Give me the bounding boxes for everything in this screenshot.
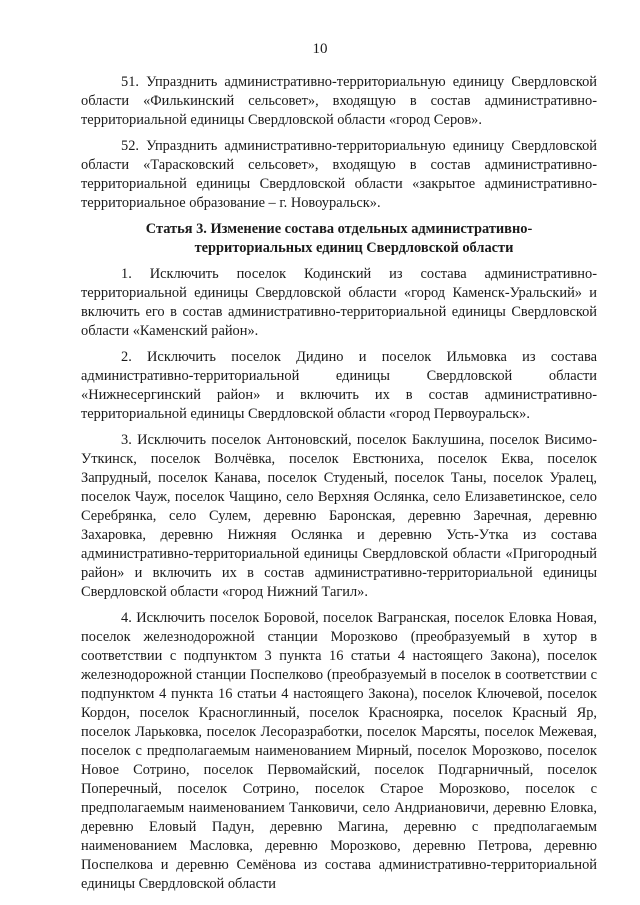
article-heading-line-1: Статья 3. Изменение состава отдельных административно-	[145, 221, 533, 237]
paragraph-52: 52. Упразднить административно-территориальную единицу Свердловской области «Тарасковский сельсовет», входящую в состав административно-территориальной единицы Свердловской области «закрытое административно-территориальное образование – г. Новоуральск».	[81, 138, 597, 211]
article-paragraph-3: 3. Исключить поселок Антоновский, поселок Баклушина, поселок Висимо-Уткинск, поселок Волчёвка, поселок Евстюниха, поселок Еква, поселок Запрудный, поселок Канава, поселок Студеный, поселок Таны, поселок Уралец, поселок Чауж, поселок Чащино, село Верхняя Ослянка, село Елизаветинское, село Серебрянка, село Сулем, деревню Баронская, деревню Заречная, деревню Захаровка, деревню Нижняя Ослянка и деревню Усть-Утка из состава административно-территориальной единицы Свердловской области «Пригородный район» и включить их в состав административно-территориальной единицы Свердловской области «город Нижний Тагил».	[81, 432, 597, 600]
article-heading-line-2: территориальных единиц Свердловской области	[194, 240, 514, 256]
paragraph-51: 51. Упразднить административно-территориальную единицу Свердловской области «Филькинский сельсовет», входящую в состав административно-территориальной единицы Свердловской области «город Серов».	[81, 74, 597, 128]
article-paragraph-4: 4. Исключить поселок Боровой, поселок Вагранская, поселок Еловка Новая, поселок железнодорожной станции Морозково (преобразуемый в хутор в соответствии с подпунктом 3 пункта 16 статьи 4 настоящего Закона), поселок железнодорожной станции Поспелково (преобразуемый в поселок в соответствии с подпунктом 4 пункта 16 статьи 4 настоящего Закона), поселок Ключевой, поселок Кордон, поселок Красноглинный, поселок Красноярка, поселок Красный Яр, поселок Ларьковка, поселок Лесоразработки, поселок Марсяты, поселок Межевая, поселок с предполагаемым наименованием Мирный, поселок Морозково, поселок Новое Сотрино, поселок Первомайский, поселок Подгарничный, поселок Поперечный, поселок Сотрино, поселок Старое Морозково, поселок с предполагаемым наименованием Танковичи, село Андриановичи, деревню Еловка, деревню Еловый Падун, деревню Магина, деревню с предполагаемым наименованием Масловка, деревню Морозково, деревню Петрова, деревню Поспелкова и деревню Семёнова из состава административно-территориальной единицы Свердловской области	[81, 610, 597, 892]
article-3-heading	[81, 220, 597, 258]
article-paragraph-1: 1. Исключить поселок Кодинский из состава административно-территориальной единицы Свердловской области «город Каменск-Уральский» и включить его в состав административно-территориальной единицы Свердловской области «Каменский район».	[81, 266, 597, 339]
page-number: 10	[312, 41, 328, 57]
document-body	[81, 73, 597, 901]
article-paragraph-2: 2. Исключить поселок Дидино и поселок Ильмовка из состава административно-территориальной единицы Свердловской области «Нижнесергинский район» и включить их в состав административно-территориальной единицы Свердловской области «город Первоуральск».	[81, 349, 597, 422]
